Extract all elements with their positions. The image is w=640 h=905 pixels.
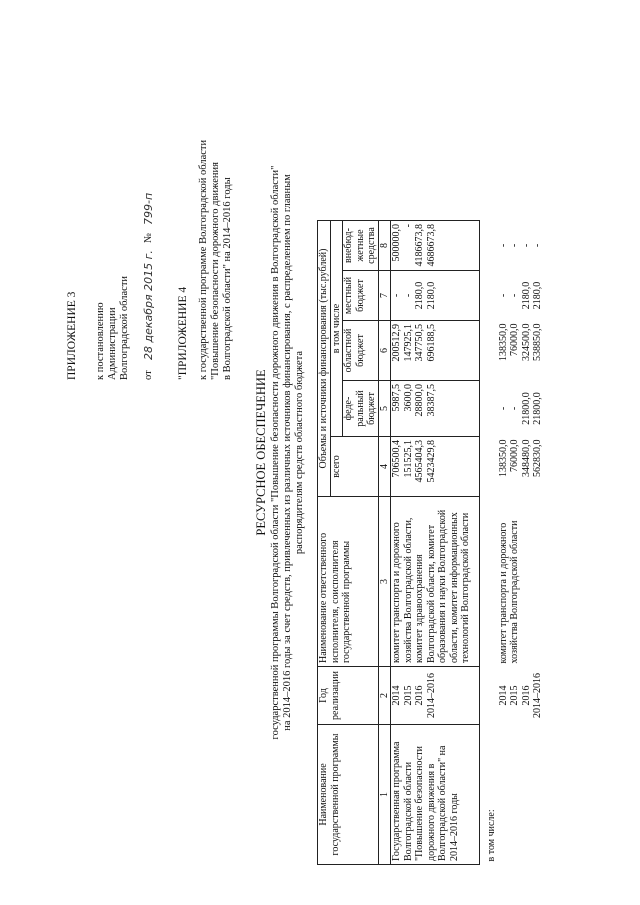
header-funding-group: Объемы и источники финансирования (тыс.рублей) bbox=[318, 221, 331, 497]
federal-cell bbox=[498, 381, 544, 437]
header-program: Наименование государственной программы bbox=[318, 725, 379, 865]
regional-value: 347750,5 bbox=[414, 324, 425, 362]
federal-value: 38387,5 bbox=[425, 384, 437, 417]
federal-value: - bbox=[509, 406, 520, 411]
extra-value: 4186673,8 bbox=[414, 224, 425, 267]
page-title: РЕСУРСНОЕ ОБЕСПЕЧЕНИЕ bbox=[254, 369, 268, 536]
local-value: 2180,0 bbox=[414, 281, 425, 310]
year-value: 2014–2016 bbox=[425, 673, 437, 718]
total-value: 151525,1 bbox=[402, 440, 414, 478]
header-year: Год реализации bbox=[318, 667, 379, 725]
local-cell bbox=[391, 271, 480, 321]
date-prefix: от bbox=[143, 370, 154, 380]
col-number: 6 bbox=[378, 321, 391, 381]
appendix4-line3: в Волгоградской области" на 2014–2016 годы bbox=[222, 177, 233, 380]
col-number: 2 bbox=[378, 667, 391, 725]
extra-value: 500000,0 bbox=[391, 224, 402, 262]
extra-value: - bbox=[497, 243, 509, 248]
appendix4-title: "ПРИЛОЖЕНИЕ 4 bbox=[177, 286, 189, 380]
year-value: 2014 bbox=[391, 685, 402, 706]
regional-value: 76000,0 bbox=[509, 323, 520, 356]
col-number: 5 bbox=[378, 381, 391, 437]
regional-value: 538850,0 bbox=[532, 323, 543, 361]
total-value: 348480,0 bbox=[520, 439, 532, 477]
year-value: 2015 bbox=[509, 685, 520, 706]
local-value: - bbox=[509, 293, 520, 298]
heading-line3: распорядителям средств областного бюджета bbox=[294, 350, 305, 555]
regional-value: 324500,0 bbox=[520, 323, 532, 361]
header-total: всего bbox=[330, 437, 378, 497]
local-value: - bbox=[402, 293, 414, 298]
executor-name: комитет транспорта и дорожного хозяйства Волгоградской области bbox=[497, 520, 520, 664]
program-name: Государственная программа Волгоградской области "Повышение безопасности дорожного движения в Волгоградской области" на 2014–2016 годы bbox=[391, 725, 480, 865]
extra-cell bbox=[391, 221, 480, 271]
extra-value: - bbox=[520, 243, 532, 248]
federal-value: 28800,0 bbox=[414, 384, 425, 417]
local-value: 2180,0 bbox=[425, 281, 437, 310]
local-value: - bbox=[497, 293, 509, 298]
header-local: местный бюджет bbox=[343, 271, 379, 321]
regional-value: 138350,0 bbox=[497, 323, 509, 361]
total-value: 76000,0 bbox=[509, 439, 520, 472]
year-value: 2016 bbox=[520, 685, 532, 706]
federal-value: 21800,0 bbox=[520, 392, 532, 425]
header-executor: Наименование ответственного исполнителя, соисполнителя государственной программы bbox=[318, 497, 379, 667]
extra-value: - bbox=[402, 224, 414, 228]
regional-cell bbox=[391, 321, 480, 381]
regional-value: 200512,9 bbox=[391, 324, 402, 362]
total-value: 4565404,3 bbox=[414, 440, 425, 483]
header-regional: областной бюджет bbox=[343, 321, 379, 381]
header-extra: внебюд-жетные средства bbox=[343, 221, 379, 271]
federal-value: 5987,5 bbox=[391, 384, 402, 412]
year-value: 2014 bbox=[497, 685, 509, 706]
appendix3-line3: Волгоградской области bbox=[119, 275, 130, 380]
table-row bbox=[391, 221, 480, 865]
federal-cell bbox=[391, 381, 480, 437]
year-value: 2015 bbox=[402, 685, 414, 706]
table-row bbox=[498, 221, 544, 865]
total-cell bbox=[391, 437, 480, 497]
resource-table bbox=[317, 220, 544, 865]
subtotal-label: в том числе: bbox=[486, 809, 497, 862]
appendix3-title: ПРИЛОЖЕНИЕ 3 bbox=[66, 291, 78, 380]
local-value: - bbox=[391, 293, 402, 298]
regional-cell bbox=[498, 321, 544, 381]
subtotal-row bbox=[480, 221, 498, 865]
extra-cell bbox=[498, 221, 544, 271]
regional-value: 147925,1 bbox=[402, 324, 414, 362]
extra-value: - bbox=[509, 243, 520, 248]
extra-value: - bbox=[532, 243, 543, 248]
col-number: 1 bbox=[378, 725, 391, 865]
total-cell bbox=[498, 437, 544, 497]
total-value: 562830,0 bbox=[532, 439, 543, 477]
total-value: 138350,0 bbox=[497, 439, 509, 477]
appendix4-line2: "Повышение безопасности дорожного движения bbox=[210, 162, 221, 380]
col-number: 8 bbox=[378, 221, 391, 271]
appendix3-line1: к постановлению bbox=[95, 302, 106, 380]
col-number: 3 bbox=[378, 497, 391, 667]
year-value: 2016 bbox=[414, 685, 425, 706]
heading-line1: государственной программы Волгоградской области "Повышение безопасности дорожного движения в Волгоградской области" bbox=[270, 165, 281, 740]
appendix3-line2: Администрации bbox=[107, 307, 118, 380]
federal-value: 3600,0 bbox=[402, 384, 414, 412]
total-value: 5423429,8 bbox=[425, 440, 437, 483]
federal-value: 21800,0 bbox=[532, 392, 543, 425]
years-cell bbox=[391, 667, 480, 725]
col-number: 4 bbox=[378, 437, 391, 497]
total-value: 706500,4 bbox=[391, 440, 402, 478]
local-value: 2180,0 bbox=[532, 281, 543, 310]
regional-value: 696188,5 bbox=[425, 324, 437, 362]
number-value: 799-п bbox=[142, 192, 155, 225]
header-federal: феде-ральный бюджет bbox=[343, 381, 379, 437]
column-number-row bbox=[378, 221, 391, 865]
federal-value: - bbox=[497, 406, 509, 411]
appendix4-line1: к государственной программе Волгоградской области bbox=[198, 139, 209, 380]
local-cell bbox=[498, 271, 544, 321]
executor-name: комитет транспорта и дорожного хозяйства Волгоградской области, комитет здравоохранения Волгоградской области, комитет образования и науки Волгоградской области, комитет информационных технологий Волгоградской области bbox=[391, 497, 480, 667]
col-number: 7 bbox=[378, 271, 391, 321]
number-prefix: № bbox=[143, 232, 154, 243]
local-value: 2180,0 bbox=[520, 281, 532, 310]
year-value: 2014–2016 bbox=[532, 673, 543, 718]
header-subgroup: в том числе bbox=[330, 221, 343, 437]
heading-line2: на 2014–2016 годы за счет средств, привлеченных из различных источников финансирования, с распределением по главным bbox=[282, 174, 293, 731]
extra-value: 4686673,8 bbox=[425, 224, 437, 267]
date-value: 28 декабря 2015 г. bbox=[142, 250, 155, 360]
years-cell bbox=[498, 667, 544, 725]
